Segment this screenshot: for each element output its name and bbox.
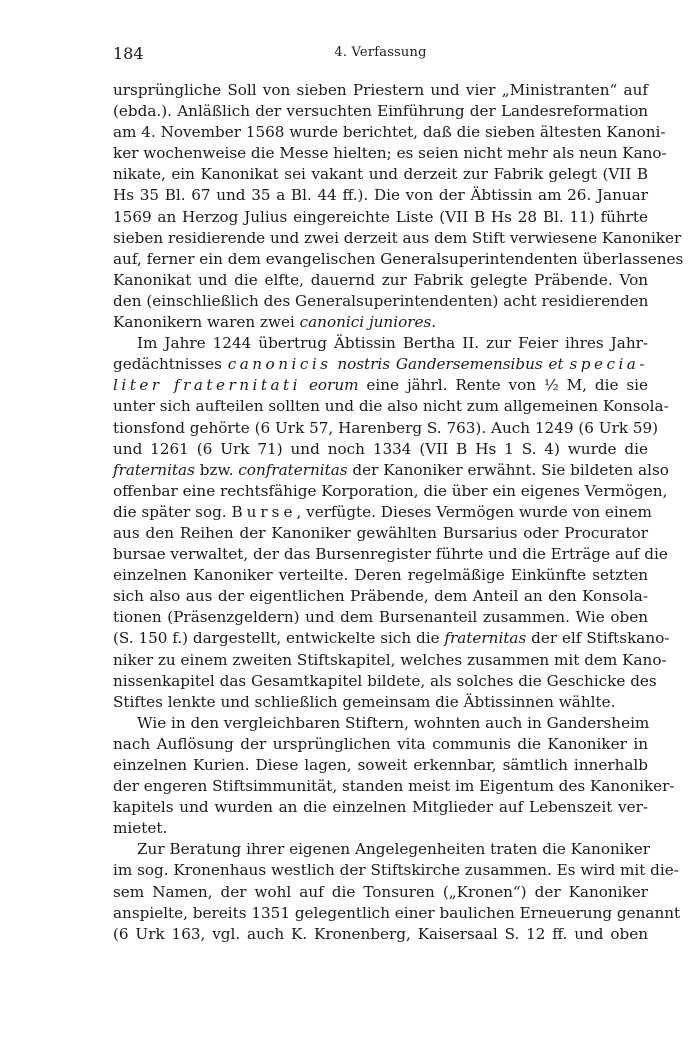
text-run: fraternitas [113, 460, 195, 479]
text-run: nach Auflösung der ursprünglichen vita communis die Kanoniker in [113, 734, 648, 753]
text-line [113, 755, 648, 776]
text-line [113, 924, 648, 945]
text-run: bzw. [194, 460, 239, 479]
text-run: aus den Reihen der Kanoniker gewählten Bursarius oder Procurator [113, 523, 648, 542]
text-line [113, 418, 659, 439]
text-line [113, 143, 667, 164]
text-run: die später sog. [113, 502, 232, 521]
text-line [113, 839, 651, 860]
text-run: auf, ferner ein dem evangelischen Generalsuperintendenten überlassenes [113, 249, 684, 268]
text-run: confraternitas [238, 460, 348, 479]
text-run: sich also aus der eigentlichen Präbende, dem Anteil an den Konsola- [113, 587, 648, 606]
text-line [113, 354, 648, 375]
text-run: nikate, ein Kanonikat sei vakant und derzeit zur Fabrik gelegt (VII B [113, 165, 648, 184]
text-line [113, 185, 648, 206]
text-run: unter sich aufteilen sollten und die also nicht zum allgemeinen Konsola- [113, 397, 669, 416]
text-line [113, 523, 648, 544]
text-line [113, 586, 648, 607]
text-line [113, 502, 652, 523]
text-line [113, 650, 667, 671]
text-run: . [431, 313, 437, 332]
text-line [113, 628, 670, 649]
text-line [113, 607, 648, 628]
text-run: anspielte, bereits 1351 gelegentlich einer baulichen Erneuerung genannt [113, 903, 681, 922]
text-line [113, 565, 648, 586]
text-line [113, 797, 648, 818]
text-line [113, 439, 648, 460]
text-run: am 4. November 1568 wurde berichtet, daß die sieben ältesten Kanoni- [113, 123, 666, 142]
text-line [113, 544, 668, 565]
text-line [113, 101, 648, 122]
text-run: gedächtnisses [113, 355, 228, 374]
text-line [113, 713, 648, 734]
text-run: (6 Urk 163, vgl. auch K. Kronenberg, Kaisersaal S. 12 ff. und oben [113, 924, 648, 943]
text-run: tionen (Präsenzgeldern) und dem Bursenanteil zusammen. Wie oben [113, 608, 648, 627]
text-line [113, 291, 648, 312]
text-line [113, 460, 669, 481]
text-line [113, 903, 681, 924]
text-line [113, 164, 648, 185]
text-run: canonici juniores [299, 313, 432, 332]
text-run: Kanonikat und die elfte, dauernd zur Fabrik gelegte Präbende. Von [113, 270, 648, 289]
text-line [113, 818, 648, 839]
text-line [113, 207, 648, 228]
text-run: sem Namen, der wohl auf die Tonsuren („Kronen“) der Kanoniker [113, 882, 648, 901]
text-run: eorum [301, 376, 359, 395]
text-run: kapitels und wurden an die einzelnen Mitglieder auf Lebenszeit ver- [113, 798, 648, 817]
text-run: eine jährl. Rente von ½ M, die sie [358, 376, 648, 395]
text-run: sieben residierende und zwei derzeit aus dem Stift verwiesene Kanoniker [113, 228, 682, 247]
text-run: 1569 an Herzog Julius eingereichte Liste (VII B Hs 28 Bl. 11) führte [113, 207, 648, 226]
text-run: ker wochenweise die Messe hielten; es seien nicht mehr als neun Kano- [113, 144, 667, 163]
text-run: nostris Gandersemensibus et [331, 355, 570, 374]
text-run: canonicis [227, 355, 332, 374]
page-header [113, 44, 648, 68]
text-run: fraternitas [444, 629, 527, 648]
text-run: im sog. Kronenhaus westlich der Stiftskirche zusammen. Es wird mit die- [113, 861, 679, 880]
text-run: Im Jahre 1244 übertrug Äbtissin Bertha II. zur Feier ihres Jahr- [137, 334, 648, 353]
page-number: 184 [113, 44, 144, 63]
text-line [113, 249, 684, 270]
text-run: (ebda.). Anläßlich der versuchten Einführung der Landesreformation [113, 102, 648, 121]
body-text [113, 80, 684, 945]
text-run: Zur Beratung ihrer eigenen Angelegenheiten traten die Kanoniker [137, 840, 651, 859]
text-line [113, 80, 648, 101]
running-head: 4. Verfassung [334, 45, 427, 60]
text-run: , verfügte. Dieses Vermögen wurde von einem [296, 502, 652, 521]
text-run: der engeren Stiftsimmunität, standen meist im Eigentum des Kanoniker- [113, 777, 675, 796]
text-line [113, 333, 648, 354]
text-run: tionsfond gehörte (6 Urk 57, Harenberg S. 763). Auch 1249 (6 Urk 59) [113, 418, 659, 437]
text-line [113, 692, 648, 713]
text-line [113, 776, 675, 797]
text-line [113, 312, 648, 333]
text-line [113, 375, 648, 396]
text-line [113, 734, 648, 755]
text-run: der Kanoniker erwähnt. Sie bildeten also [347, 460, 669, 479]
text-run: (S. 150 f.) dargestellt, entwickelte sich die [113, 629, 445, 648]
text-line [113, 122, 666, 143]
text-run: nissenkapitel das Gesamtkapitel bildete, als solches die Geschicke des [113, 671, 657, 690]
text-run: einzelnen Kanoniker verteilte. Deren regelmäßige Einkünfte setzten [113, 566, 648, 585]
text-run: einzelnen Kurien. Diese lagen, soweit erkennbar, sämtlich innerhalb [113, 756, 648, 774]
text-line [113, 860, 679, 881]
text-run: niker zu einem zweiten Stiftskapitel, welches zusammen mit dem Kano- [113, 650, 667, 669]
text-line [113, 481, 668, 502]
text-run: mietet. [113, 819, 168, 838]
text-run: und 1261 (6 Urk 71) und noch 1334 (VII B Hs 1 S. 4) wurde die [113, 439, 648, 458]
text-run: bursae verwaltet, der das Bursenregister führte und die Erträge auf die [113, 545, 668, 564]
text-run: specia- [569, 355, 648, 374]
text-line [113, 228, 682, 249]
text-run: liter fraternitati [113, 376, 302, 395]
text-run: der elf Stiftskano- [526, 629, 670, 648]
text-run: Wie in den vergleichbaren Stiftern, wohnten auch in Gandersheim [137, 713, 650, 732]
text-run: offenbar eine rechtsfähige Korporation, die über ein eigenes Vermögen, [113, 481, 668, 500]
text-run: Hs 35 Bl. 67 und 35 a Bl. 44 ff.). Die von der Äbtissin am 26. Januar [113, 186, 648, 205]
text-line [113, 396, 669, 417]
text-line [113, 671, 657, 692]
text-run: ursprüngliche Soll von sieben Priestern und vier „Ministranten“ auf [113, 81, 648, 99]
text-line [113, 882, 648, 903]
text-run: Burse [231, 502, 297, 521]
text-line [113, 270, 648, 291]
text-run: den (einschließlich des Generalsuperintendenten) acht residierenden [113, 291, 649, 310]
text-run: Stiftes lenkte und schließlich gemeinsam die Äbtissinnen wählte. [113, 692, 616, 711]
text-run: Kanonikern waren zwei [113, 313, 300, 332]
